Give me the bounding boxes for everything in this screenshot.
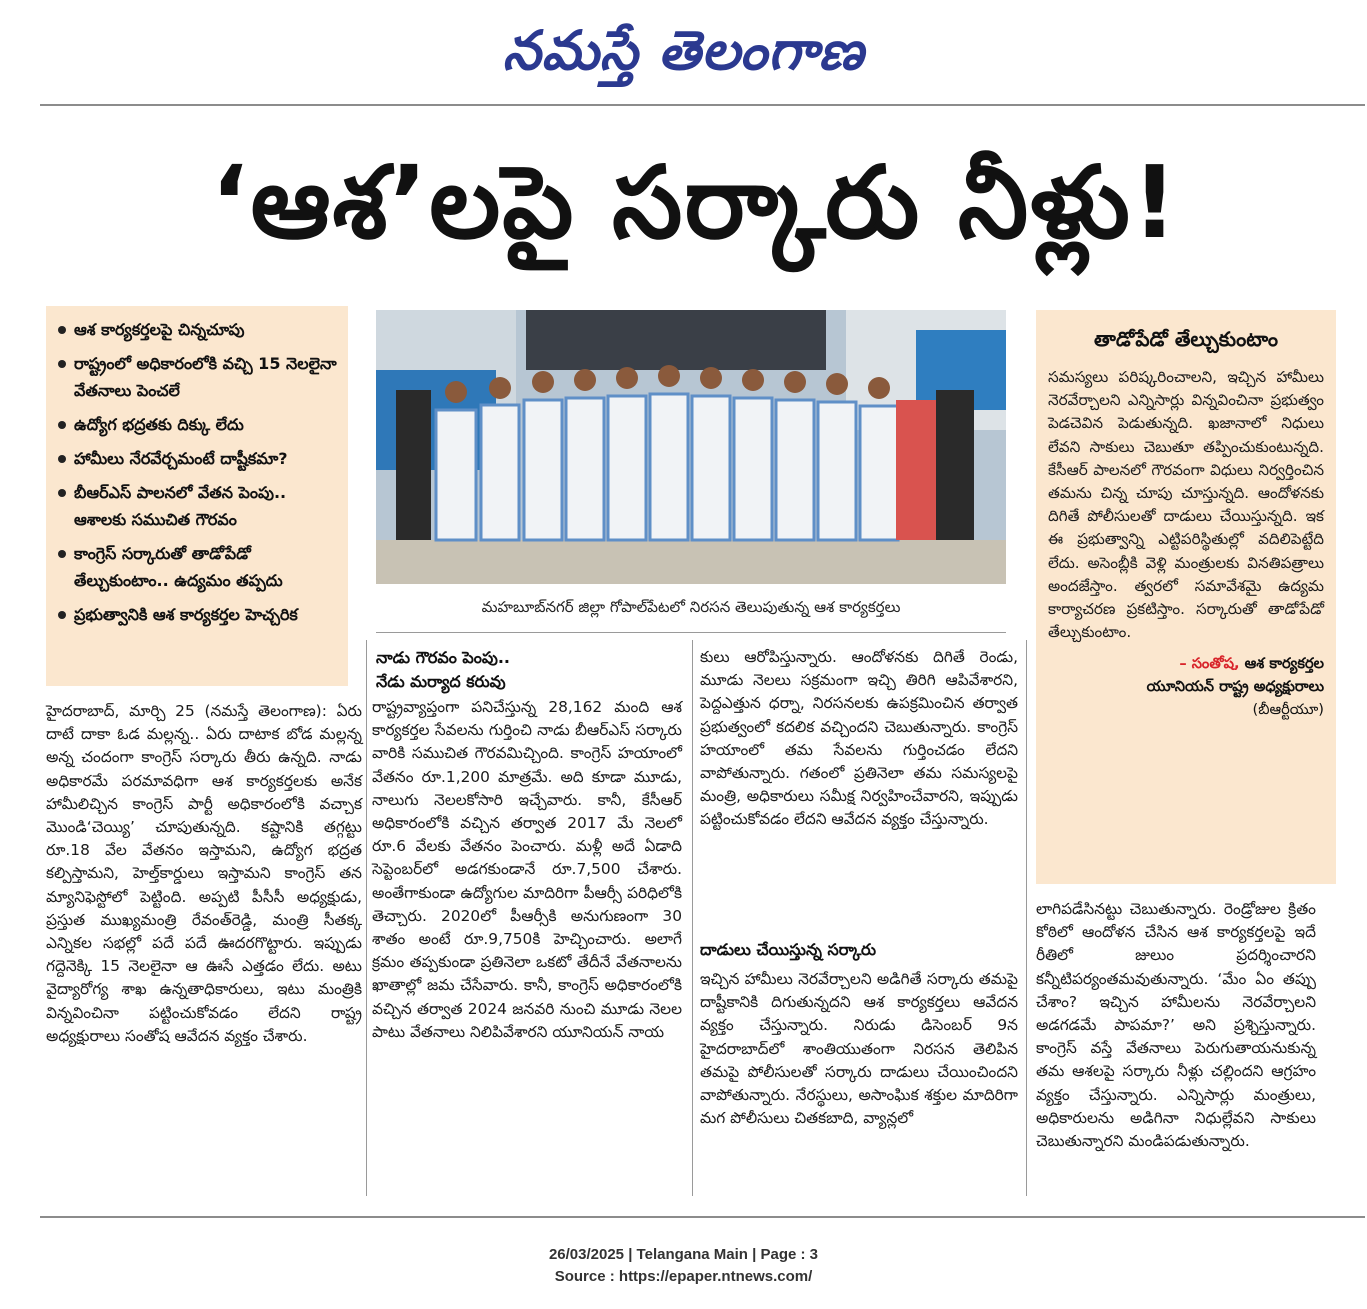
- column-divider: [692, 640, 693, 1196]
- bottom-divider: [40, 1216, 1365, 1218]
- quote-sidebar: [1036, 310, 1336, 884]
- bullet-icon: [58, 360, 66, 368]
- signatory-union: (బీఆర్టీయూ): [1252, 701, 1324, 719]
- footer-source: Source : https://epaper.ntnews.com/: [554, 1268, 813, 1285]
- caption-divider: [376, 632, 1006, 633]
- highlight-item: రాష్ట్రంలో అధికారంలోకి వచ్చి 15 నెలలైనా వేతనాలు పెంచలే: [56, 350, 340, 404]
- signatory-role: యూనియన్ రాష్ట్ర అధ్యక్షురాలు: [1146, 678, 1324, 696]
- sidebar-title: తాడోపేడో తేల్చుకుంటాం: [1093, 327, 1279, 351]
- highlight-item: ప్రభుత్వానికి ఆశ కార్యకర్తల హెచ్చరిక: [56, 601, 340, 628]
- protest-photo: [376, 310, 1006, 584]
- signatory-role: ఆశ కార్యకర్తల: [1244, 655, 1324, 673]
- highlight-item: కాంగ్రెస్ సర్కారుతో తాడోపేడో తేల్చుకుంటాం.. ఉద్యమం తప్పదు: [56, 540, 340, 594]
- article-column-3b: ఇచ్చిన హామీలు నెరవేర్చాలని అడిగితే సర్కారు తమపై దాష్టీకానికి దిగుతున్నదని ఆశ కార్యకర్తలు ఆవేదన వ్యక్తం చేస్తున్నారు. నిరుడు డిసెంబర్ 9న హైదరాబాద్‌లో శాంతియుతంగా నిరసన తెలిపిన తమపై పోలీసులతో సర్కారు దాడులు చేయించిందని వాపోతున్నారు. నేరస్థులు, అసాంఘిక శక్తుల మాదిరిగా మగ పోలీసులు చితకబాది, వ్యాన్లలో: [700, 970, 1018, 1128]
- sidebar-body: సమస్యలు పరిష్కరించాలని, ఇచ్చిన హామీలు నెరవేర్చాలని ఎన్నిసార్లు విన్నవించినా ప్రభుత్వం పెడచెవిన పెడుతున్నది. ఖజానాలో నిధులు లేవని సాకులు చెబుతూ తప్పించుకుంటున్నది. కేసీఆర్ పాలనలో గౌరవంగా విధులు నిర్వర్తించిన తమను చిన్న చూపు చూస్తున్నది. ఆందోళనకు దిగితే పోలీసులతో దాడులు చేయిస్తున్నది. ఇక ఈ ప్రభుత్వాన్ని ఎట్టిపరిస్థితుల్లో వదిలిపెట్టేది లేదు. అసెంబ్లీకి వెళ్లి మంత్రులకు వినతిపత్రాలు అందజేస్తాం. త్వరలో సమావేశమై ఉద్యమ కార్యాచరణ ప్రకటిస్తాం. సర్కారుతో తాడోపేడో తేల్చుకుంటాం.: [1048, 368, 1324, 642]
- footer: [0, 1244, 1367, 1288]
- subheading: [376, 646, 676, 694]
- highlight-item: బీఆర్‌ఎస్ పాలనలో వేతన పెంపు.. ఆశాలకు సముచిత గౌరవం: [56, 479, 340, 533]
- masthead: [0, 8, 1367, 92]
- newspaper-logo: నమస్తే తెలంగాణ: [502, 18, 865, 82]
- sidebar-signature: [1048, 652, 1324, 721]
- article-column-4: లాగిపడేసినట్టు చెబుతున్నారు. రెండ్రోజుల క్రితం కోఠిలో ఆందోళన చేసిన ఆశ కార్యకర్తలపై ఇదే రీతిలో జులుం ప్రదర్శించారని కన్నీటిపర్యంతమవుతున్నారు. ‘మేం ఏం తప్పు చేశాం? ఇచ్చిన హామీలను నెరవేర్చాలని అడగడమే పాపమా?’ అని ప్రశ్నిస్తున్నారు. కాంగ్రెస్ వస్తే వేతనాలు పెరుగుతాయనుకున్న తమ ఆశలపై సర్కారు నీళ్లు చల్లిందని ఆగ్రహం వ్యక్తం చేస్తున్నారు. ఎన్నిసార్లు మంత్రులు, అధికారులను అడిగినా నిధుల్లేవని సాకులు చెబుతున్నారని మండిపడుతున్నారు.: [1036, 900, 1316, 1151]
- signatory-name: – సంతోష,: [1179, 655, 1240, 673]
- bullet-icon: [58, 611, 66, 619]
- bullet-icon: [58, 421, 66, 429]
- footer-edition: 26/03/2025 | Telangana Main | Page : 3: [548, 1246, 819, 1263]
- bullet-icon: [58, 550, 66, 558]
- article-column-1: హైదరాబాద్, మార్చి 25 (నమస్తే తెలంగాణ): ఏరు దాటే దాకా ఓడ మల్లన్న.. ఏరు దాటాక బోడ మల్లన్న అన్న చందంగా కాంగ్రెస్ సర్కారు తీరు ఉన్నది. నాడు అధికారమే పరమావధిగా ఆశ కార్యకర్తలకు అనేక హామీలిచ్చిన కాంగ్రెస్ పార్టీ అధికారంలోకి వచ్చాక మొండి‘చెయ్యి’ చూపుతున్నది. కష్టానికి తగ్గట్టు రూ.18 వేల వేతనం ఇస్తామని, ఉద్యోగ భద్రత కల్పిస్తామని, హెల్త్‌కార్డులు ఇస్తామని కాంగ్రెస్ తన మ్యానిఫెస్టోలో పెట్టింది. అప్పటి పీసీసీ అధ్యక్షుడు, ప్రస్తుత ముఖ్యమంత్రి రేవంత్‌రెడ్డి, మంత్రి సీతక్క ఎన్నికల సభల్లో పదే పదే ఊదరగొట్టారు. ఇప్పుడు గద్దెనెక్కి 15 నెలలైనా ఆ ఊసే ఎత్తడం లేదు. అటు వైద్యారోగ్య శాఖ ఉన్నతాధికారులు, ఇటు మంత్రికి విన్నవించినా పట్టించుకోవడం లేదని రాష్ట్ర అధ్యక్షురాలు సంతోష ఆవేదన వ్యక్తం చేశారు.: [46, 702, 362, 1045]
- column-divider: [366, 640, 367, 1196]
- headline: ‘ఆశ’లపై సర్కారు నీళ్లు!: [210, 144, 1180, 261]
- protest-photo-illustration: [376, 310, 1006, 584]
- subheading-line: నాడు గౌరవం పెంపు..: [376, 648, 511, 667]
- subheading-line: నేడు మర్యాద కరువు: [376, 672, 506, 691]
- subheading: దాడులు చేయిస్తున్న సర్కారు: [700, 940, 877, 959]
- highlight-item: ఉద్యోగ భద్రతకు దిక్కు లేదు: [56, 411, 340, 438]
- article-column-2: రాష్ట్రవ్యాప్తంగా పనిచేస్తున్న 28,162 మంది ఆశ కార్యకర్తల సేవలను గుర్తించి నాడు బీఆర్‌ఎస్ సర్కారు వారికి సముచిత గౌరవమిచ్చింది. కాంగ్రెస్ హయాంలో వేతనం రూ.1,200 మాత్రమే. అది కూడా మూడు, నాలుగు నెలలకోసారి ఇచ్చేవారు. కానీ, కేసీఆర్ అధికారంలోకి వచ్చిన తర్వాత 2017 మే నెలలో రూ.6 వేలకు వేతనం పెంచారు. మళ్లీ అదే ఏడాది సెప్టెంబర్‌లో అడగకుండానే రూ.7,500 చేశారు. అంతేగాకుండా ఉద్యోగుల మాదిరిగా పీఆర్సీ పరిధిలోకి తెచ్చారు. 2020లో పీఆర్సీకి అనుగుణంగా 30 శాతం అంటే రూ.9,750కి హెచ్చించారు. అలాగే క్రమం తప్పకుండా ప్రతినెలా ఒకటో తేదీనే వేతనాలను ఖాతాల్లో జమ చేసేవారు. కానీ, కాంగ్రెస్ అధికారంలోకి వచ్చిన తర్వాత 2024 జనవరి నుంచి మూడు నెలల పాటు వేతనాలు నిలిపివేశారని యూనియన్ నాయ: [372, 698, 682, 1041]
- bullet-icon: [58, 326, 66, 334]
- bullet-icon: [58, 455, 66, 463]
- article-column-3: కులు ఆరోపిస్తున్నారు. ఆందోళనకు దిగితే రెండు, మూడు నెలలు సక్రమంగా ఇచ్చి తిరిగి ఆపివేశారని, పెద్దఎత్తున ధర్నా, నిరసనలకు ఉపక్రమించిన తర్వాత ప్రభుత్వంలో కదలిక వచ్చిందని చెబుతున్నారు. కాంగ్రెస్ హయాంలో తమ సేవలను గుర్తించడం లేదని వాపోతున్నారు. గతంలో ప్రతినెలా తమ సమస్యలపై మంత్రి, అధికారులు సమీక్ష నిర్వహించేవారని, ఇప్పుడు పట్టించుకోవడం లేదని ఆవేదన వ్యక్తం చేస్తున్నారు.: [700, 648, 1018, 829]
- highlight-item: ఆశ కార్యకర్తలపై చిన్నచూపు: [56, 316, 340, 343]
- top-divider: [40, 104, 1365, 106]
- photo-caption: మహబూబ్‌నగర్ జిల్లా గోపాల్‌పేటలో నిరసన తెలుపుతున్న ఆశ కార్యకర్తలు: [481, 598, 901, 616]
- column-divider: [1026, 640, 1027, 1196]
- bullet-icon: [58, 489, 66, 497]
- highlight-item: హామీలు నేరవేర్చమంటే దాష్టీకమా?: [56, 445, 340, 472]
- highlights-box: [46, 306, 348, 686]
